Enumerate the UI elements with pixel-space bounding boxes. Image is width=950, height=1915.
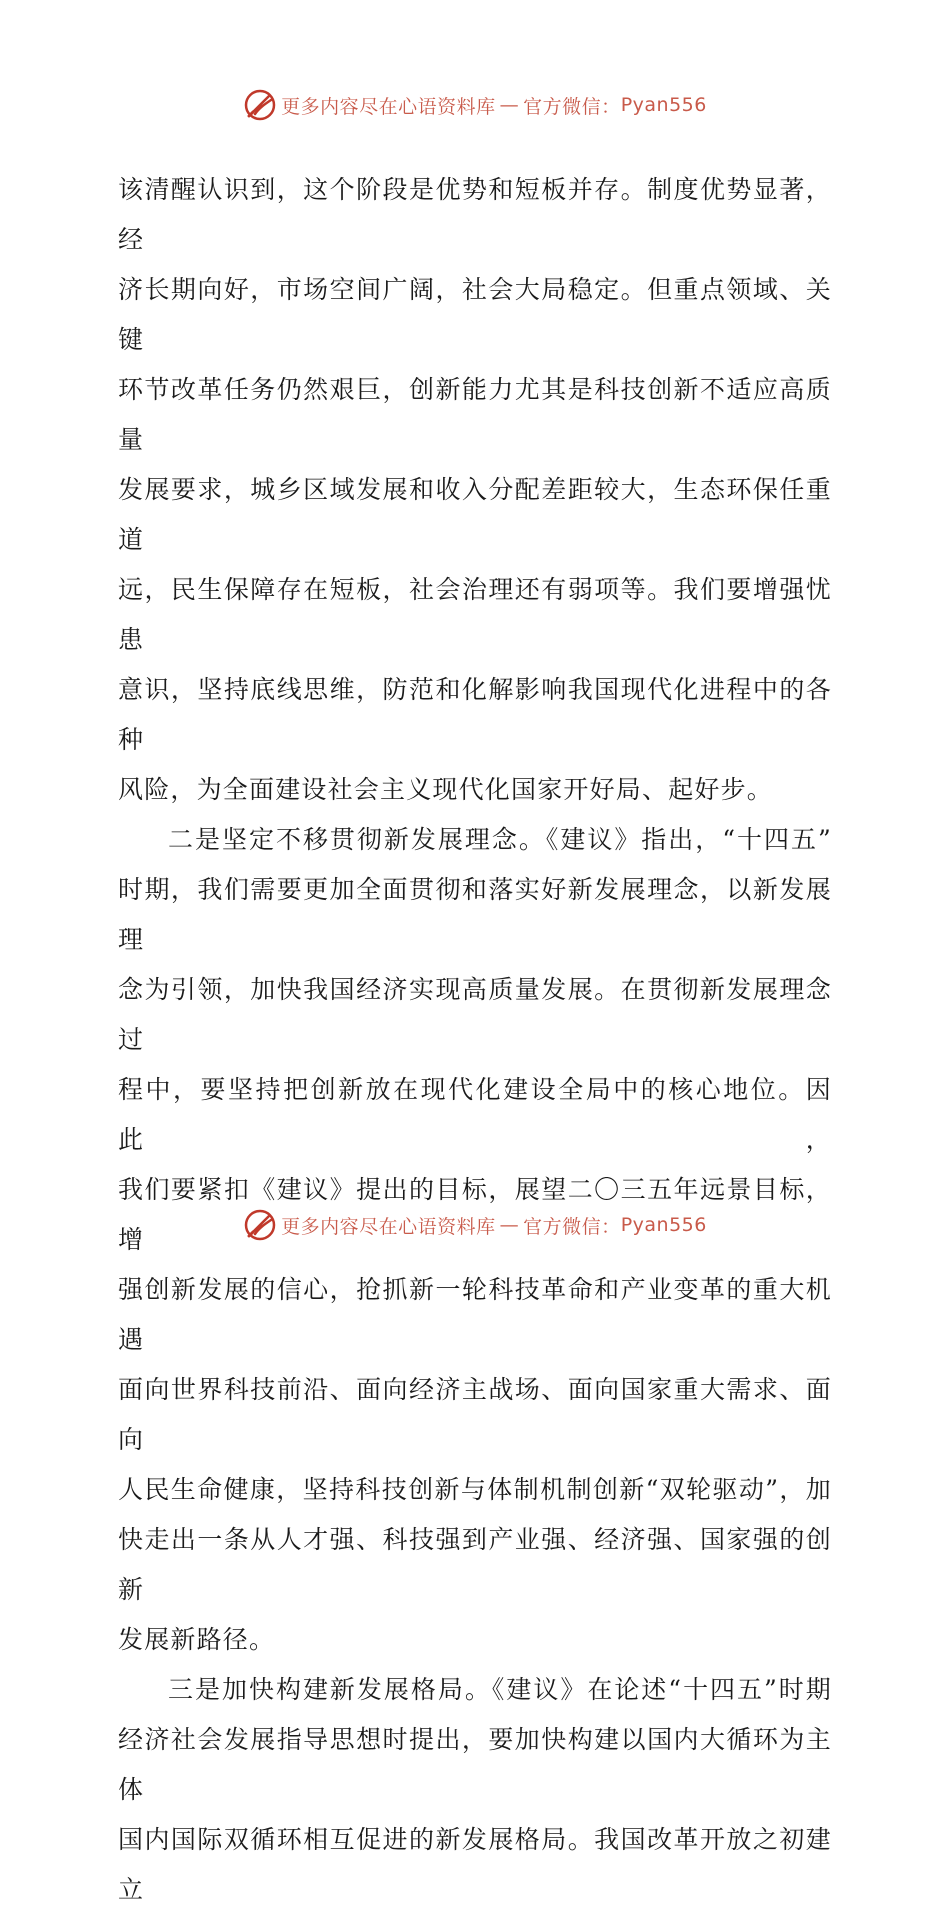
quill-logo-icon (243, 88, 277, 122)
header-watermark (0, 88, 950, 122)
footer-watermark (0, 1208, 950, 1242)
text-line: 风险，为全面建设社会主义现代化国家开好局、起好步。 (118, 775, 774, 804)
text-line: 意识，坚持底线思维，防范和化解影响我国现代化进程中的各种 (118, 675, 832, 754)
watermark-label: 官方微信： (523, 95, 621, 118)
text-line: 二是坚定不移贯彻新发展理念。《建议》指出，“十四五” (168, 825, 832, 854)
text-line: 该清醒认识到，这个阶段是优势和短板并存。制度优势显著，经 (118, 175, 832, 254)
text-line: 程中，要坚持把创新放在现代化建设全局中的核心地位。因此， (118, 1075, 832, 1154)
text-line: 人民生命健康，坚持科技创新与体制机制创新“双轮驱动”，加 (118, 1475, 832, 1504)
watermark-dash: — (499, 94, 520, 116)
text-line: 我们要紧扣《建议》提出的目标，展望二〇三五年远景目标，增 (118, 1175, 832, 1254)
watermark-id: Pyan556 (620, 1214, 707, 1236)
watermark-id: Pyan556 (620, 94, 707, 116)
text-line: 面向世界科技前沿、面向经济主战场、面向国家重大需求、面向 (118, 1375, 832, 1454)
text-line: 远，民生保障存在短板，社会治理还有弱项等。我们要增强忧患 (118, 575, 832, 654)
text-line: 经济社会发展指导思想时提出，要加快构建以国内大循环为主体 (118, 1725, 832, 1804)
text-line: 发展新路径。 (118, 1625, 276, 1654)
text-line: 快走出一条从人才强、科技强到产业强、经济强、国家强的创新 (118, 1525, 832, 1604)
text-line: 三是加快构建新发展格局。《建议》在论述“十四五”时期 (168, 1675, 832, 1704)
text-line: 济长期向好，市场空间广阔，社会大局稳定。但重点领域、关键 (118, 275, 832, 354)
text-line: 念为引领，加快我国经济实现高质量发展。在贯彻新发展理念过 (118, 975, 832, 1054)
text-line: 强创新发展的信心，抢抓新一轮科技革命和产业变革的重大机遇 (118, 1275, 832, 1354)
watermark-text: 更多内容尽在心语资料库 (281, 95, 496, 118)
text-line: 国内国际双循环相互促进的新发展格局。我国改革开放之初建立 (118, 1825, 832, 1904)
text-line: 环节改革任务仍然艰巨，创新能力尤其是科技创新不适应高质量 (118, 375, 832, 454)
watermark-text: 更多内容尽在心语资料库 (281, 1215, 496, 1238)
paragraph (118, 1665, 832, 1915)
document-body (118, 165, 832, 1915)
watermark-dash: — (499, 1214, 520, 1236)
text-line: 发展要求，城乡区域发展和收入分配差距较大，生态环保任重道 (118, 475, 832, 554)
text-line: 时期，我们需要更加全面贯彻和落实好新发展理念，以新发展理 (118, 875, 832, 954)
watermark-label: 官方微信： (523, 1215, 621, 1238)
paragraph (118, 165, 832, 815)
quill-logo-icon (243, 1208, 277, 1242)
